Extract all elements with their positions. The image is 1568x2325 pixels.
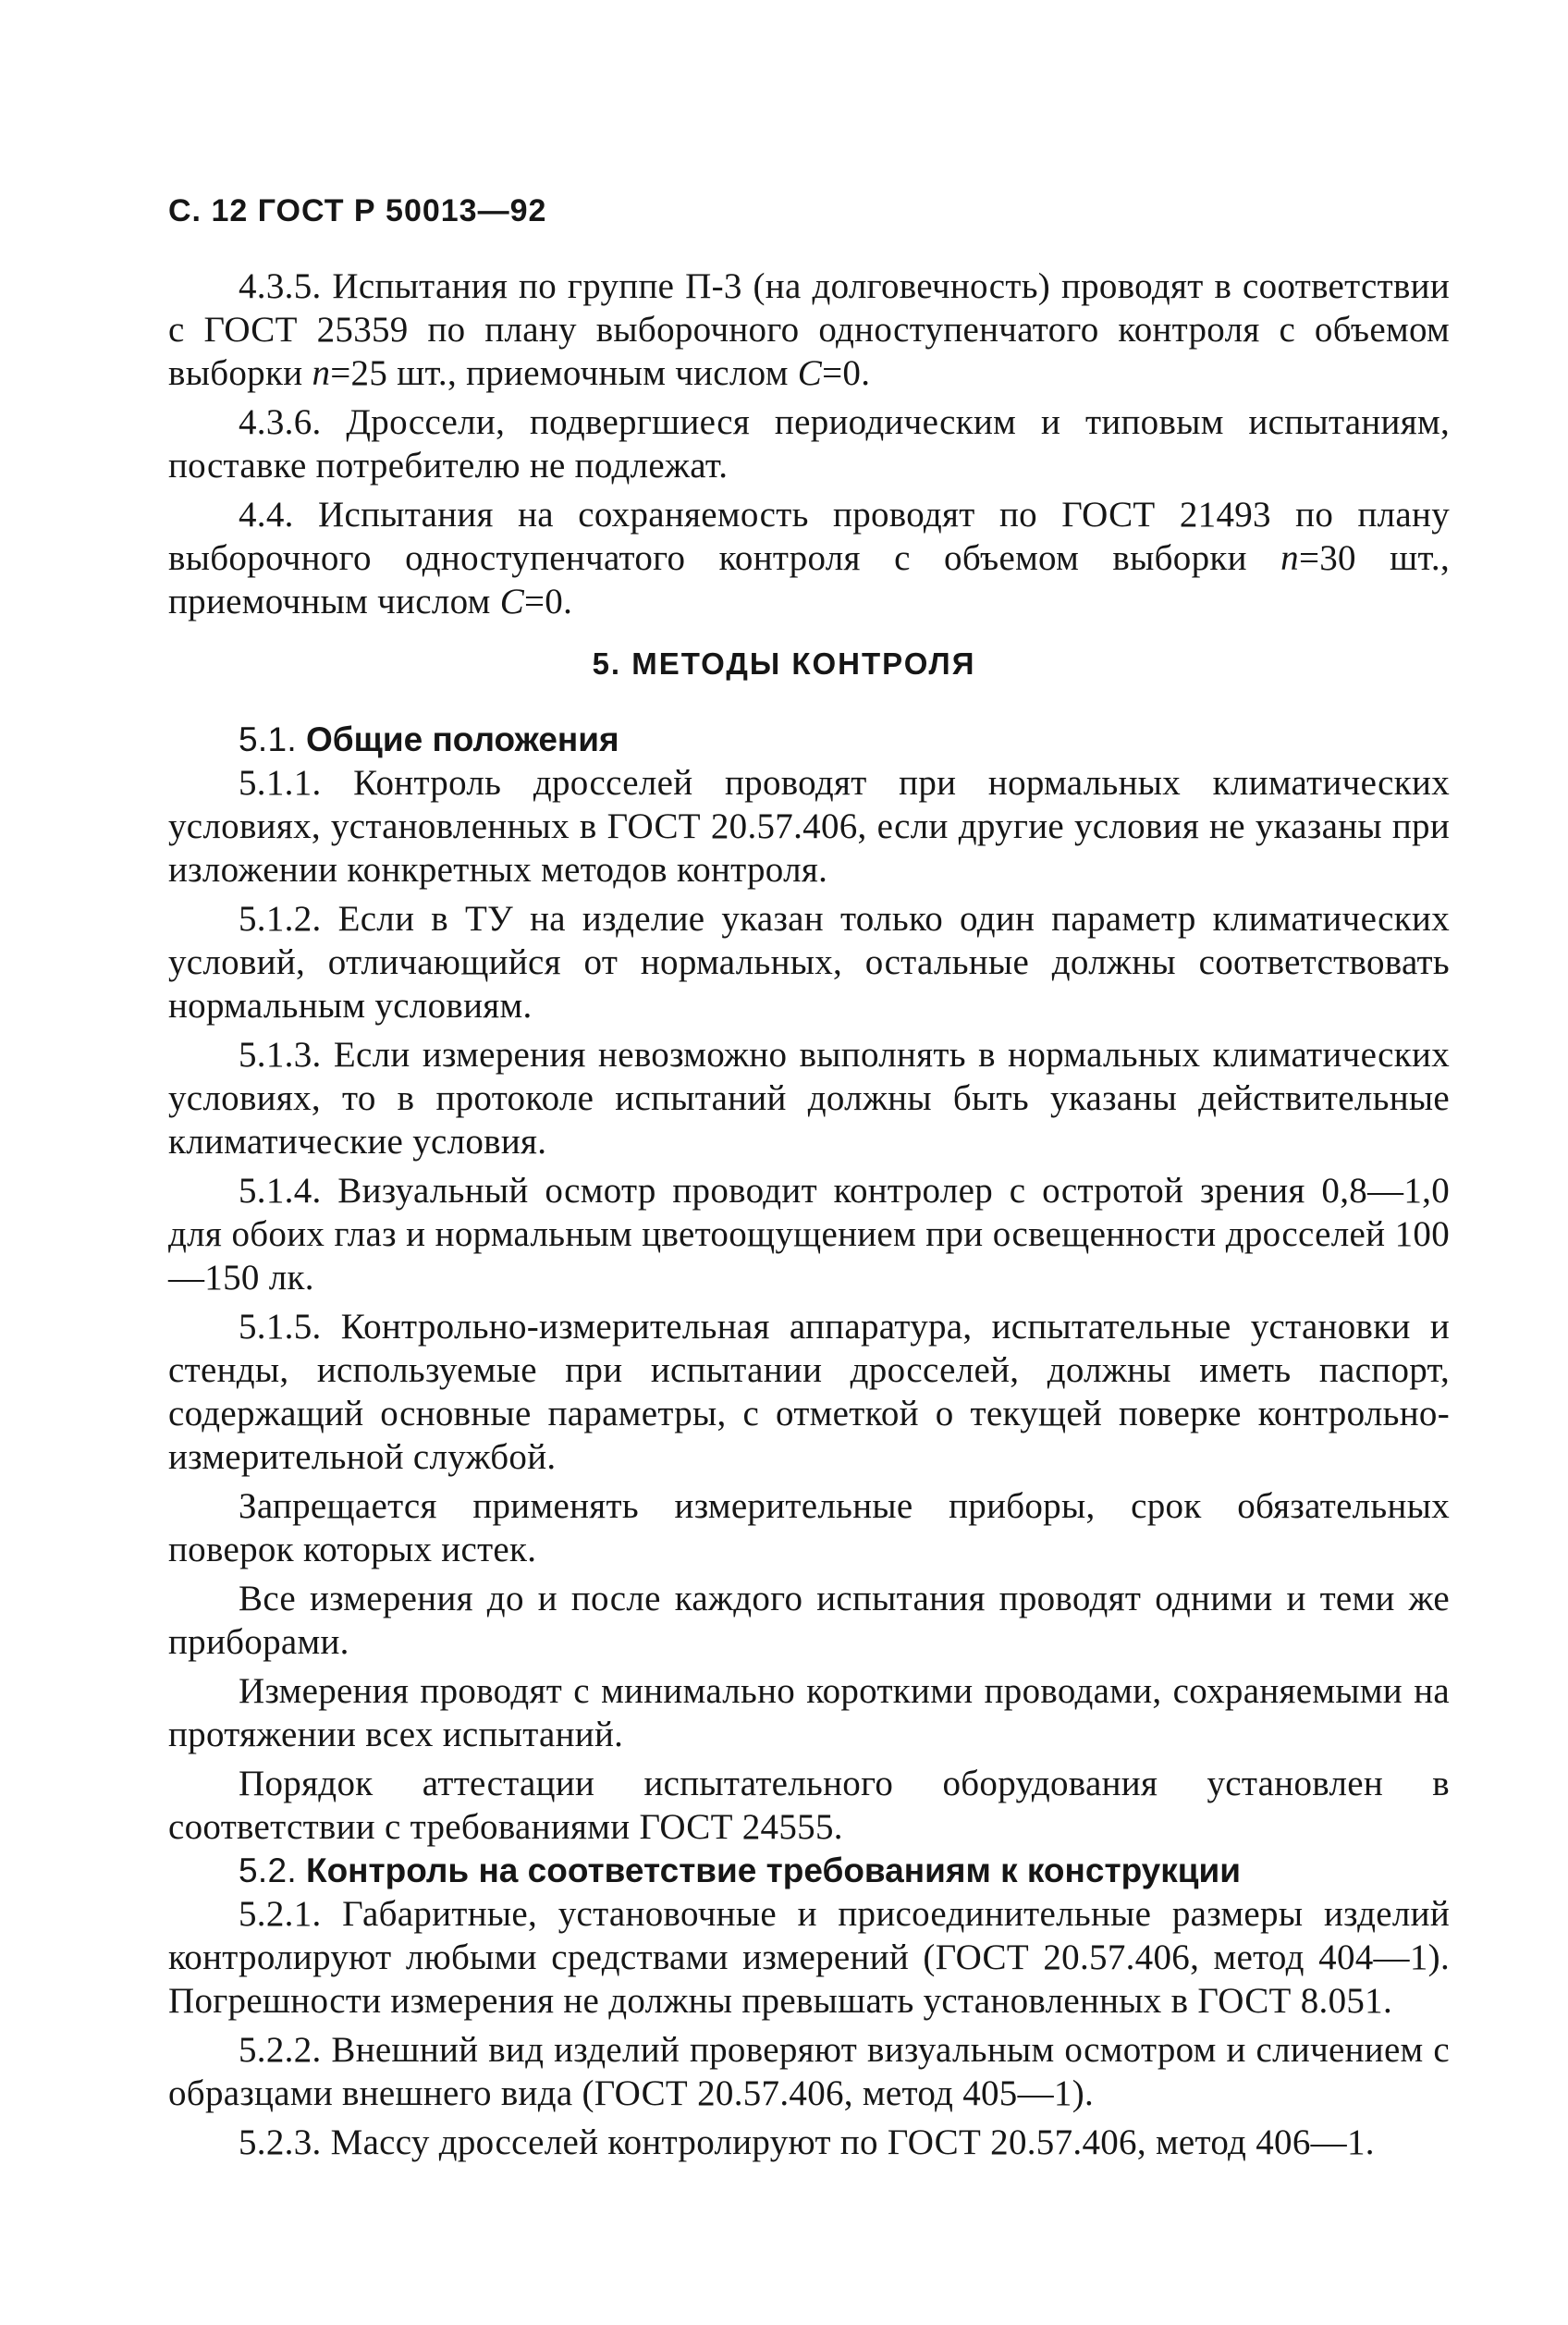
paragraph-4-3-6: 4.3.6. Дроссели, подвергшиеся периодическим и типовым испытаниям, поставке потребителю не подлежат.: [168, 402, 1450, 486]
subheading-5-2: 5.2. Контроль на соответствие требованиям к конструкции: [239, 1851, 1242, 1889]
paragraph-attestation-order: Порядок аттестации испытательного оборудования установлен в соответствии с требованиями ГОСТ 24555.: [168, 1764, 1450, 1847]
section-4-text: [168, 264, 1450, 623]
paragraph-short-wires: Измерения проводят с минимально короткими проводами, сохраняемыми на протяжении всех испытаний.: [168, 1671, 1450, 1754]
paragraph-5-1-5: 5.1.5. Контрольно-измерительная аппаратура, испытательные установки и стенды, используемые при испытании дросселей, должны иметь паспорт, содержащий основные параметры, с отметкой о текущей поверке контрольно-измерительной службой.: [168, 1307, 1450, 1477]
paragraph-5-1-3: 5.1.3. Если измерения невозможно выполнять в нормальных климатических условиях, то в протоколе испытаний должны быть указаны действительные климатические условия.: [168, 1035, 1450, 1162]
paragraph-5-2-1: 5.2.1. Габаритные, установочные и присоединительные размеры изделий контролируют любыми средствами измерений (ГОСТ 20.57.406, метод 404—1). Погрешности измерения не должны превышать установленных в ГОСТ 8.051.: [168, 1894, 1450, 2021]
paragraph-5-2-2: 5.2.2. Внешний вид изделий проверяют визуальным осмотром и сличением с образцами внешнего вида (ГОСТ 20.57.406, метод 405—1).: [168, 2030, 1450, 2113]
paragraph-5-1-2: 5.1.2. Если в ТУ на изделие указан только один параметр климатических условий, отличающийся от нормальных, остальные должны соответствовать нормальным условиям.: [168, 899, 1450, 1026]
paragraph-forbidden-instruments: Запрещается применять измерительные приборы, срок обязательных поверок которых истек.: [168, 1486, 1450, 1569]
section-5-title: 5. МЕТОДЫ КОНТРОЛЯ: [592, 646, 976, 681]
paragraph-5-1-1: 5.1.1. Контроль дросселей проводят при нормальных климатических условиях, установленных в ГОСТ 20.57.406, если другие условия не указаны при изложении конкретных методов контроля.: [168, 763, 1450, 890]
paragraph-5-2-3: 5.2.3. Массу дросселей контролируют по ГОСТ 20.57.406, метод 406—1.: [239, 2122, 1375, 2162]
paragraph-5-1-4: 5.1.4. Визуальный осмотр проводит контролер с остротой зрения 0,8—1,0 для обоих глаз и нормальным цветоощущением при освещенности дросселей 100—150 лк.: [168, 1171, 1450, 1298]
page-header: С. 12 ГОСТ Р 50013—92: [168, 193, 547, 228]
paragraph-same-instruments: Все измерения до и после каждого испытания проводят одними и теми же приборами.: [168, 1579, 1450, 1662]
paragraph-4-4: 4.4. Испытания на сохраняемость проводят по ГОСТ 21493 по плану выборочного одноступенчатого контроля с объемом выборки n=30 шт., приемочным числом C=0.: [168, 495, 1450, 621]
paragraph-4-3-5: 4.3.5. Испытания по группе П-3 (на долговечность) проводят в соответствии с ГОСТ 25359 по плану выборочного одноступенчатого контроля с объемом выборки n=25 шт., приемочным числом C=0.: [168, 266, 1450, 393]
section-5-text: [168, 718, 1450, 2164]
subheading-5-1: 5.1. Общие положения: [239, 720, 619, 758]
